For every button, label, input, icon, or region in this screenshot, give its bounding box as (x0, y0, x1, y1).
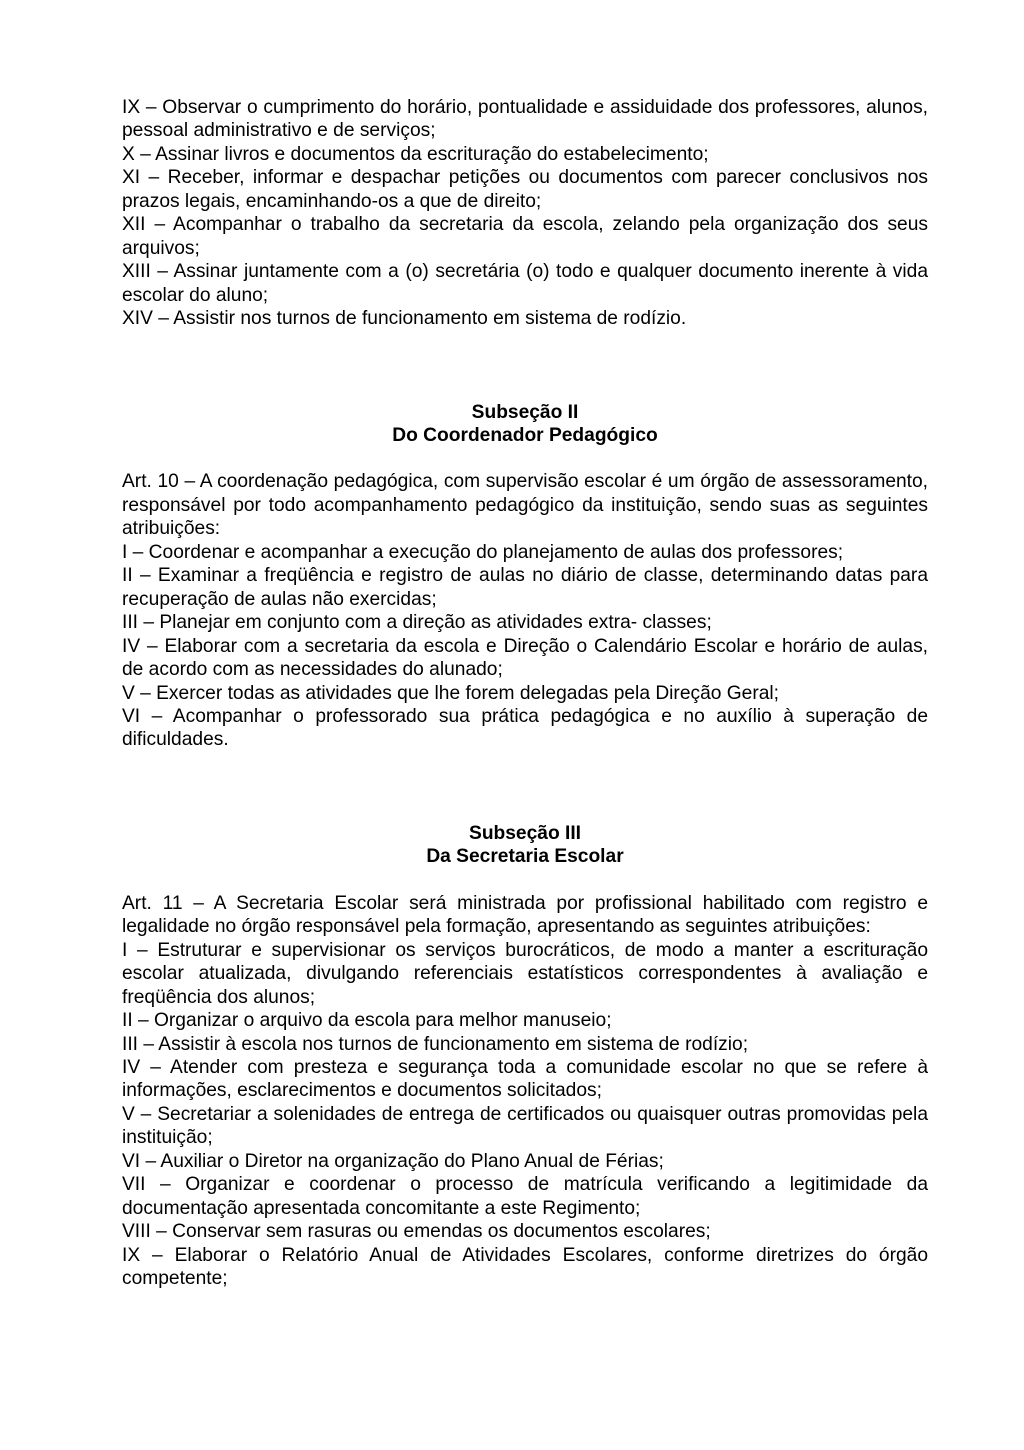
list-item: VII – Organizar e coordenar o processo de matrícula verificando a legitimidade da documentação apresentada concomitante a este Regimento; (122, 1174, 928, 1219)
list-item: III – Planejar em conjunto com a direção as atividades extra- classes; (122, 612, 712, 634)
list-item: IX – Elaborar o Relatório Anual de Atividades Escolares, conforme diretrizes do órgão competente; (122, 1244, 928, 1290)
article-paragraph: Art. 10 – A coordenação pedagógica, com supervisão escolar é um órgão de assessoramento, responsável por todo acompanhamento pedagógico da instituição, sendo suas as seguintes atribuições: (122, 471, 928, 540)
list-item: I – Estruturar e supervisionar os serviços burocráticos, de modo a manter a escrituração escolar atualizada, divulgando referenciais estatísticos correspondentes à avaliação e freqüência dos alunos; (122, 939, 928, 1008)
subsection-heading: Subseção II (471, 401, 579, 423)
director-duties-list (122, 96, 928, 331)
list-item: II – Organizar o arquivo da escola para melhor manuseio; (122, 1010, 612, 1032)
article-paragraph: Art. 11 – A Secretaria Escolar será ministrada por profissional habilitado com registro e legalidade no órgão responsável pela formação, apresentando as seguintes atribuições: (122, 892, 928, 938)
list-item: VI – Auxiliar o Diretor na organização do Plano Anual de Férias; (122, 1150, 664, 1172)
list-item: VI – Acompanhar o professorado sua prática pedagógica e no auxílio à superação de dificuldades. (122, 705, 928, 751)
subsection-title: Da Secretaria Escolar (426, 846, 624, 868)
list-item: IV – Elaborar com a secretaria da escola e Direção o Calendário Escolar e horário de aulas, de acordo com as necessidades do alunado; (122, 635, 928, 681)
list-item: II – Examinar a freqüência e registro de aulas no diário de classe, determinando datas para recuperação de aulas não exercidas; (122, 565, 928, 610)
list-item: IX – Observar o cumprimento do horário, pontualidade e assiduidade dos professores, alunos, pessoal administrativo e de serviços; (122, 97, 928, 142)
heading-spacer (122, 447, 928, 470)
list-item: V – Exercer todas as atividades que lhe forem delegadas pela Direção Geral; (122, 682, 780, 704)
list-item: XIV – Assistir nos turnos de funcionamento em sistema de rodízio. (122, 308, 687, 330)
list-item: III – Assistir à escola nos turnos de funcionamento em sistema de rodízio; (122, 1033, 749, 1055)
section-spacer (122, 331, 928, 401)
list-item: XI – Receber, informar e despachar petições ou documentos com parecer conclusivos nos prazos legais, encaminhando-os a que de direito; (122, 167, 928, 212)
list-item: XIII – Assinar juntamente com a (o) secretária (o) todo e qualquer documento inerente à vida escolar do aluno; (122, 261, 928, 306)
subsection-coordenador (122, 401, 928, 752)
subsection-secretaria (122, 822, 928, 1291)
subsection-title: Do Coordenador Pedagógico (392, 424, 658, 446)
list-item: V – Secretariar a solenidades de entrega de certificados ou quaisquer outras promovidas pela instituição; (122, 1103, 928, 1149)
heading-spacer (122, 869, 928, 892)
list-item: X – Assinar livros e documentos da escrituração do estabelecimento; (122, 143, 709, 165)
list-item: XII – Acompanhar o trabalho da secretaria da escola, zelando pela organização dos seus arquivos; (122, 214, 928, 259)
document-page (122, 96, 928, 1290)
subsection-heading: Subseção III (469, 822, 581, 844)
list-item: VIII – Conservar sem rasuras ou emendas os documentos escolares; (122, 1221, 711, 1243)
list-item: IV – Atender com presteza e segurança toda a comunidade escolar no que se refere à informações, esclarecimentos e documentos solicitados; (122, 1056, 928, 1102)
section-spacer (122, 752, 928, 822)
list-item: I – Coordenar e acompanhar a execução do planejamento de aulas dos professores; (122, 541, 844, 563)
